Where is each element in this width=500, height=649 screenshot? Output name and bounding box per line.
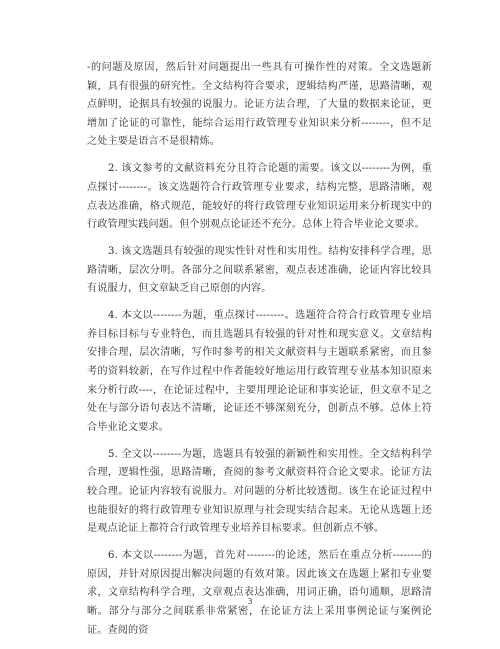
page-number: 3 [247,597,253,606]
paragraph-item-6: 6. 本文以--------为题，首先对--------的论述，然后在重点分析--------的原因，并针对原因提出解决问题的有效对策。因此该文在选题上紧扣专业要求，文章结构科学合理，文章观点表达准确，用词正确，语句通顺，思路清晰。部分与部分之间联系非常紧密，在论证方法上采用事例论证与案例论证。查阅的资 [87,550,432,636]
paragraph-item-2: 2. 该文参考的文献资料充分且符合论题的需要。该文以--------为例，重点探讨--------。该文选题符合行政管理专业要求，结构完整，思路清晰，观点表达准确，格式规范，能较好的将行政管理专业知识运用来分析现实中的行政管理实践问题。但个别观点论证还不充分。总体上符合毕业论文要求。 [87,163,432,231]
paragraph-item-4: 4. 本文以--------为题，重点探讨--------。选题符合符合行政管理专业培养目标目标与专业特色，而且选题具有较强的针对性和现实意义。文章结构安排合理，层次清晰，写作时参考的相关文献资料与主题联系紧密，而且参考的资料较新，在写作过程中作者能较好地运用行政管理专业基本知识原来来分析行政----，在论证过程中，主要用理论论证和事实论证，但文章不足之处在与部分语句表达不清晰，论证还不够深刻充分，创新点不够。总体上符合毕业论文要求。 [87,310,432,433]
paragraph-item-5: 5. 全文以--------为题，选题具有较强的新颖性和实用性。全文结构科学合理，逻辑性强，思路清晰，查阅的参考文献资料符合论文要求。论证方法较合理。论证内容较有说服力。对问题的分析比较透彻。该生在论证过程中也能很好的将行政管理专业知识原理与社会现实结合起来。无论从选题上还是观点论证上都符合行政管理专业培养目标要求。但创新点不够。 [87,448,432,535]
paragraph-item-3: 3. 该文选题具有较强的现实性针对性和实用性。结构安排科学合理，思路清晰，层次分明。各部分之间联系紧密，观点表述准确，论证内容比较具有说服力，但文章缺乏自己原创的内容。 [87,246,432,295]
paragraph-continuation: -的问题及原因，然后针对问题提出一些具有可操作性的对策。全文选题新颖，具有很强的研究性。全文结构符合要求，逻辑结构严谨，思路清晰，观点鲜明，论据具有较强的说服力。论证方法合理，了大量的数据来论证，更增加了论证的可靠性，能综合运用行政管理专业知识来分析--------，但不足之处主要是语言不是很精炼。 [87,62,432,148]
document-body [87,59,432,649]
